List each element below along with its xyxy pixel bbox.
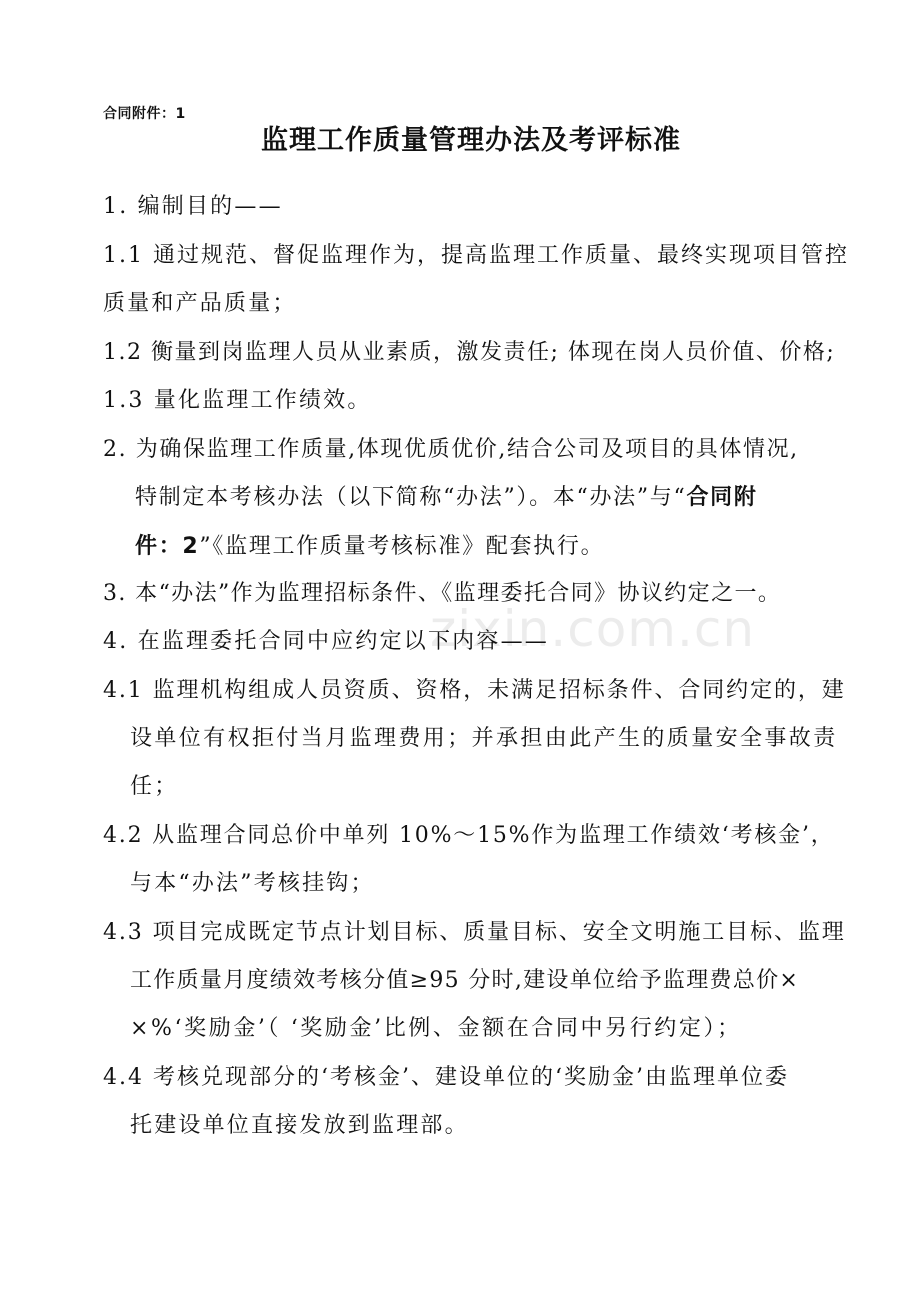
paragraph-4-3-line-2: 工作质量月度绩效考核分值≥95 分时,建设单位给予监理费总价× — [130, 968, 800, 993]
section-2-line-2-text: 特制定本考核办法（以下简称“办法”）。本“办法”与“ — [135, 485, 687, 510]
page-title: 监理工作质量管理办法及考评标准 — [261, 125, 681, 156]
paragraph-4-4-line-1: 4.4 考核兑现部分的‘考核金’、建设单位的‘奖励金’由监理单位委 — [103, 1065, 789, 1090]
paragraph-4-2-line-1: 4.2 从监理合同总价中单列 10%～15%作为监理工作绩效‘考核金’， — [103, 823, 835, 848]
section-1-heading: 1. 编制目的—— — [103, 194, 283, 219]
watermark: zixin.com.cn — [430, 600, 756, 658]
paragraph-4-4-line-2: 托建设单位直接发放到监理部。 — [130, 1113, 469, 1138]
section-2-line-1: 2. 为确保监理工作质量,体现优质优价,结合公司及项目的具体情况, — [103, 437, 799, 462]
paragraph-4-2-line-2: 与本“办法”考核挂钩； — [130, 871, 375, 896]
paragraph-4-1-line-3: 任； — [130, 774, 179, 799]
paragraph-1-3: 1.3 量化监理工作绩效。 — [103, 388, 372, 413]
paragraph-4-1-line-1: 4.1 监理机构组成人员资质、资格，未满足招标条件、合同约定的，建 — [103, 678, 846, 703]
paragraph-4-1-line-2: 设单位有权拒付当月监理费用；并承担由此产生的质量安全事故责 — [130, 726, 838, 751]
paragraph-1-1-line-2: 质量和产品质量； — [103, 291, 297, 316]
paragraph-1-2: 1.2 衡量到岗监理人员从业素质，激发责任; 体现在岗人员价值、价格; — [103, 340, 836, 365]
section-3: 3. 本“办法”作为监理招标条件、《监理委托合同》协议约定之一。 — [103, 581, 782, 606]
section-2-line-3-text: ”《监理工作质量考核标准》配套执行。 — [199, 534, 605, 559]
section-2-line-2 — [135, 483, 758, 513]
section-4-heading: 4. 在监理委托合同中应约定以下内容—— — [103, 629, 549, 654]
paragraph-1-1-line-1: 1.1 通过规范、督促监理作为，提高监理工作质量、最终实现项目管控 — [103, 243, 849, 268]
contract-attachment-ref-cont: 件：2 — [135, 534, 200, 559]
paragraph-4-3-line-1: 4.3 项目完成既定节点计划目标、质量目标、安全文明施工目标、监理 — [103, 920, 846, 945]
attachment-label: 合同附件：1 — [103, 106, 186, 122]
section-2-line-3 — [135, 532, 604, 562]
contract-attachment-ref: 合同附 — [686, 485, 758, 510]
paragraph-4-3-line-3: ×%‘奖励金’（ ‘奖励金’比例、金额在合同中另行约定）； — [130, 1016, 742, 1041]
